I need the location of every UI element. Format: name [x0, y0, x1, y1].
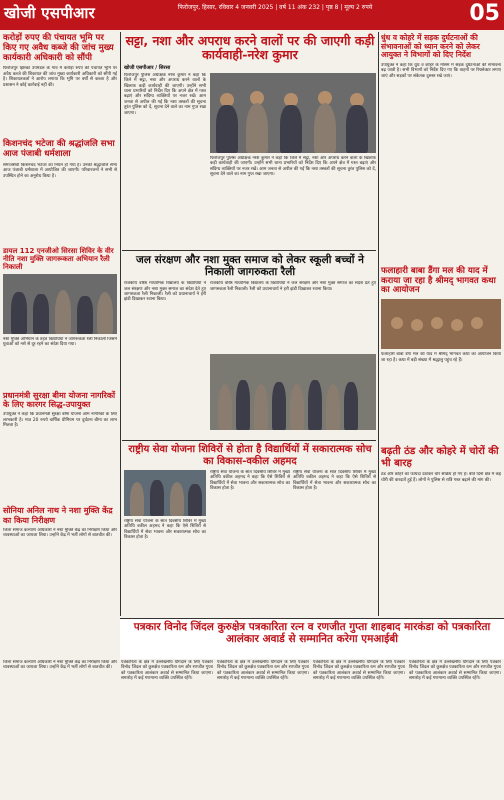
newspaper-title: खोजी एसपीआर — [4, 4, 96, 22]
article-body: पत्रकारिता के क्षेत्र में उल्लेखनीय योगदान के लिए पत्रकार विनोद जिंदल को कुरुक्षेत्र पत्रकारिता रत्न और रणजीत गुप्ता को पत्रकारिता आलंकार अवार्ड से सम्मानित किया जाएगा। समारोह में कई गणमान्य व्यक्ति उपस्थित रहेंगे। — [121, 660, 213, 682]
column-divider — [378, 32, 379, 616]
article-headline: धुंध व कोहरे में सड़क दुर्घटनाओं की संभावनाओं को ध्यान करने को लेकर आयुक्त ने विभागों को दिए निर्देश — [381, 33, 480, 60]
lead-story — [124, 34, 376, 243]
article-headline: डायल 112 एनजीओ सिरसा शिविर के वीर नीति नशा मुक्ति जागरूकता अभियान रैली निकाली — [3, 246, 114, 271]
article-body: समाजसेवी किशनचंद भटेजा का निधन हो गया है। उनकी श्रद्धांजलि सभा आज पंजाबी धर्मशाला में आयोजित की जाएगी। परिवारजनों ने सभी से उपस्थित होने का अनुरोध किया है। — [3, 162, 117, 179]
bhagwat-katha-photo — [381, 299, 501, 349]
lead-body: फिरोजपुर पुलिस अधीक्षक नरेश कुमार ने कहा कि जिले में सट्टा, नशा और अपराध करने वालों के खिलाफ कड़ी कार्यवाही की जाएगी। उन्होंने सभी थाना प्रभारियों को निर्देश दिए कि अपने क्षेत्र में गश्त बढ़ाएं और संदिग्ध व्यक्तियों पर नजर रखें। आम जनता से अपील की गई कि नशा तस्करों की सूचना तुरंत पुलिस को दें, सूचना देने वाले का नाम गुप्त रखा जाएगा। — [124, 72, 206, 116]
article-headline: सोनिया अनिल नाथ ने नशा मुक्ति केंद्र का किया निरीक्षण — [3, 506, 113, 525]
article-headline: जल संरक्षण और नशा मुक्त समाज को लेकर स्कूली बच्चों ने निकाली जागरुकता रैली — [136, 254, 364, 279]
right-column — [381, 34, 501, 582]
meeting-photo — [210, 73, 376, 153]
page-number: 05 — [469, 1, 500, 26]
article-body: राष्ट्रीय सेवा योजना के सात दिवसीय शिविर में मुख्य अतिथि वकील अहमद ने कहा कि ऐसे शिविरों से विद्यार्थियों में सेवा भावना और सकारात्मक सोच का विकास होता है। — [210, 470, 290, 492]
bottom-story — [3, 660, 501, 796]
article-headline: प्रधानमंत्री सुरक्षा बीमा योजना नागरिकों के लिए कारगर सिद्ध-उपायुक्त — [3, 390, 116, 410]
article-body: राजकीय वरिष्ठ माध्यमिक विद्यालय के विद्यार्थियों ने जल संरक्षण और नशा मुक्त समाज का संदेश देते हुए जागरुकता रैली निकाली। रैली को प्रधानाचार्य ने हरी झंडी दिखाकर रवाना किया। — [124, 281, 206, 303]
article-body: जिला समाज कल्याण अधिकारी ने नशा मुक्ति केंद्र का निरीक्षण किया और व्यवस्थाओं का जायजा लिया। उन्होंने केंद्र में भर्ती लोगों से बातचीत की। — [3, 527, 117, 539]
nss-camp-photo — [124, 470, 206, 516]
article-body: नशा मुक्ति अभियान के तहत विद्यार्थियों ने जागरूकता रैली निकाली जिसमें युवाओं को नशे से दूर रहने का संदेश दिया गया। — [3, 336, 117, 348]
lead-headline: सट्टा, नशा और अपराध करने वालों पर की जाएगी कड़ी कार्यवाही-नरेश कुमार — [125, 33, 375, 63]
section-divider — [122, 250, 376, 251]
lead-body-continued: फिरोजपुर पुलिस अधीक्षक नरेश कुमार ने कहा कि जिले में सट्टा, नशा और अपराध करने वालों के खिलाफ कड़ी कार्यवाही की जाएगी। उन्होंने सभी थाना प्रभारियों को निर्देश दिए कि अपने क्षेत्र में गश्त बढ़ाएं और संदिग्ध व्यक्तियों पर नजर रखें। आम जनता से अपील की गई कि नशा तस्करों की सूचना तुरंत पुलिस को दें, सूचना देने वाले का नाम गुप्त रखा जाएगा। — [210, 155, 376, 177]
school-rally-story — [124, 254, 376, 431]
article-body: जिला समाज कल्याण अधिकारी ने नशा मुक्ति केंद्र का निरीक्षण किया और व्यवस्थाओं का जायजा लिया। उन्होंने केंद्र में भर्ती लोगों से बातचीत की। — [3, 660, 117, 671]
left-column — [3, 34, 117, 588]
rally-photo — [3, 274, 117, 334]
bottom-headline: पत्रकार विनोद जिंदल कुरुक्षेत्र पत्रकारिता रत्न व रणजीत गुप्ता शाहबाद मारकंडा को पत्रकारिता आलंकार अवार्ड से सम्मानित करेगा एमआईबी — [133, 621, 491, 646]
article-body: उपायुक्त ने कहा कि प्रधानमंत्री सुरक्षा बीमा योजना आम नागरिकों के लिए लाभकारी है। मात्र 20 रुपये वार्षिक प्रीमियम पर दुर्घटना बीमा का लाभ मिलता है। — [3, 412, 117, 429]
masthead — [0, 0, 504, 30]
article-body: फलाहारी बाबा डैंगा मल की याद में श्रीमद् भागवत कथा का आयोजन किया जा रहा है। कथा में बड़ी संख्या में श्रद्धालु पहुंच रहे हैं। — [381, 352, 501, 363]
article-headline: किशनचंद भटेजा की श्रद्धांजलि सभा आज पंजाबी धर्मशाला — [3, 139, 115, 160]
students-rally-photo — [210, 354, 376, 430]
article-headline: करोड़ों रुपए की पंचायत भूमि पर किए गए अवैध कब्जे की जांच मुख्य कार्यकारी अधिकारी को सौंपी — [3, 33, 114, 63]
article-body: पत्रकारिता के क्षेत्र में उल्लेखनीय योगदान के लिए पत्रकार विनोद जिंदल को कुरुक्षेत्र पत्रकारिता रत्न और रणजीत गुप्ता को पत्रकारिता आलंकार अवार्ड से सम्मानित किया जाएगा। समारोह में कई गणमान्य व्यक्ति उपस्थित रहेंगे। — [409, 660, 501, 682]
section-divider — [122, 440, 376, 441]
article-headline: बढ़ती ठंड और कोहरे में चोरों की भी बारह — [381, 446, 499, 469]
article-body: पत्रकारिता के क्षेत्र में उल्लेखनीय योगदान के लिए पत्रकार विनोद जिंदल को कुरुक्षेत्र पत्रकारिता रत्न और रणजीत गुप्ता को पत्रकारिता आलंकार अवार्ड से सम्मानित किया जाएगा। समारोह में कई गणमान्य व्यक्ति उपस्थित रहेंगे। — [313, 660, 405, 682]
lead-byline: खोजी एसपीआर / सिरसा — [124, 64, 171, 71]
column-divider — [120, 32, 121, 616]
article-body: पत्रकारिता के क्षेत्र में उल्लेखनीय योगदान के लिए पत्रकार विनोद जिंदल को कुरुक्षेत्र पत्रकारिता रत्न और रणजीत गुप्ता को पत्रकारिता आलंकार अवार्ड से सम्मानित किया जाएगा। समारोह में कई गणमान्य व्यक्ति उपस्थित रहेंगे। — [217, 660, 309, 682]
article-body: राजकीय वरिष्ठ माध्यमिक विद्यालय के विद्यार्थियों ने जल संरक्षण और नशा मुक्त समाज का संदेश देते हुए जागरुकता रैली निकाली। रैली को प्रधानाचार्य ने हरी झंडी दिखाकर रवाना किया। — [210, 281, 376, 292]
article-headline: फलाहारी बाबा डैंगा मल की याद में कराया जा रहा है श्रीमद् भागवत कथा का आयोजन — [381, 265, 496, 296]
article-body: राष्ट्रीय सेवा योजना के सात दिवसीय शिविर में मुख्य अतिथि वकील अहमद ने कहा कि ऐसे शिविरों से विद्यार्थियों में सेवा भावना और सकारात्मक सोच का विकास होता है। — [124, 519, 206, 541]
article-body: राष्ट्रीय सेवा योजना के सात दिवसीय शिविर में मुख्य अतिथि वकील अहमद ने कहा कि ऐसे शिविरों से विद्यार्थियों में सेवा भावना और सकारात्मक सोच का विकास होता है। — [293, 470, 376, 492]
nss-story — [124, 444, 376, 610]
article-body: फिरोजपुर झिरका उपमंडल के गांव में करोड़ों रुपए की पंचायत भूमि पर अवैध कब्जे की शिकायत की जांच मुख्य कार्यकारी अधिकारी को सौंपी गई है। शिकायतकर्ता ने आरोप लगाया कि भूमि पर वर्षों से कब्जा है और प्रशासन ने कोई कार्रवाई नहीं की। — [3, 66, 117, 88]
bottom-banner — [120, 618, 504, 659]
article-body: उपायुक्त ने कहा कि धुंध व कोहरे के मौसम में सड़क दुर्घटनाओं की संभावना बढ़ जाती है। सभी विभागों को निर्देश दिए गए कि वाहनों पर रिफ्लेक्टर लगाए जाएं और सड़कों पर संकेतक दुरुस्त रखे जाएं। — [381, 62, 501, 79]
edition-meta: फिरोजपुर, हिसार, रविवार 4 जनवरी 2025 | वर्ष 11 अंक 232 | पृष्ठ 8 | मूल्य 2 रुपये — [177, 4, 373, 11]
article-body: ठंड और कोहरे का फायदा उठाकर चोर सक्रिय हो गए हैं। बीते दिनों क्षेत्र में कई चोरी की वारदातें हुई हैं। लोगों ने पुलिस से रात्रि गश्त बढ़ाने की मांग की। — [381, 472, 501, 483]
article-headline: राष्ट्रीय सेवा योजना शिविरों से होता है विद्यार्थियों में सकारात्मक सोच का विकास-वकील अहमद — [128, 444, 372, 467]
